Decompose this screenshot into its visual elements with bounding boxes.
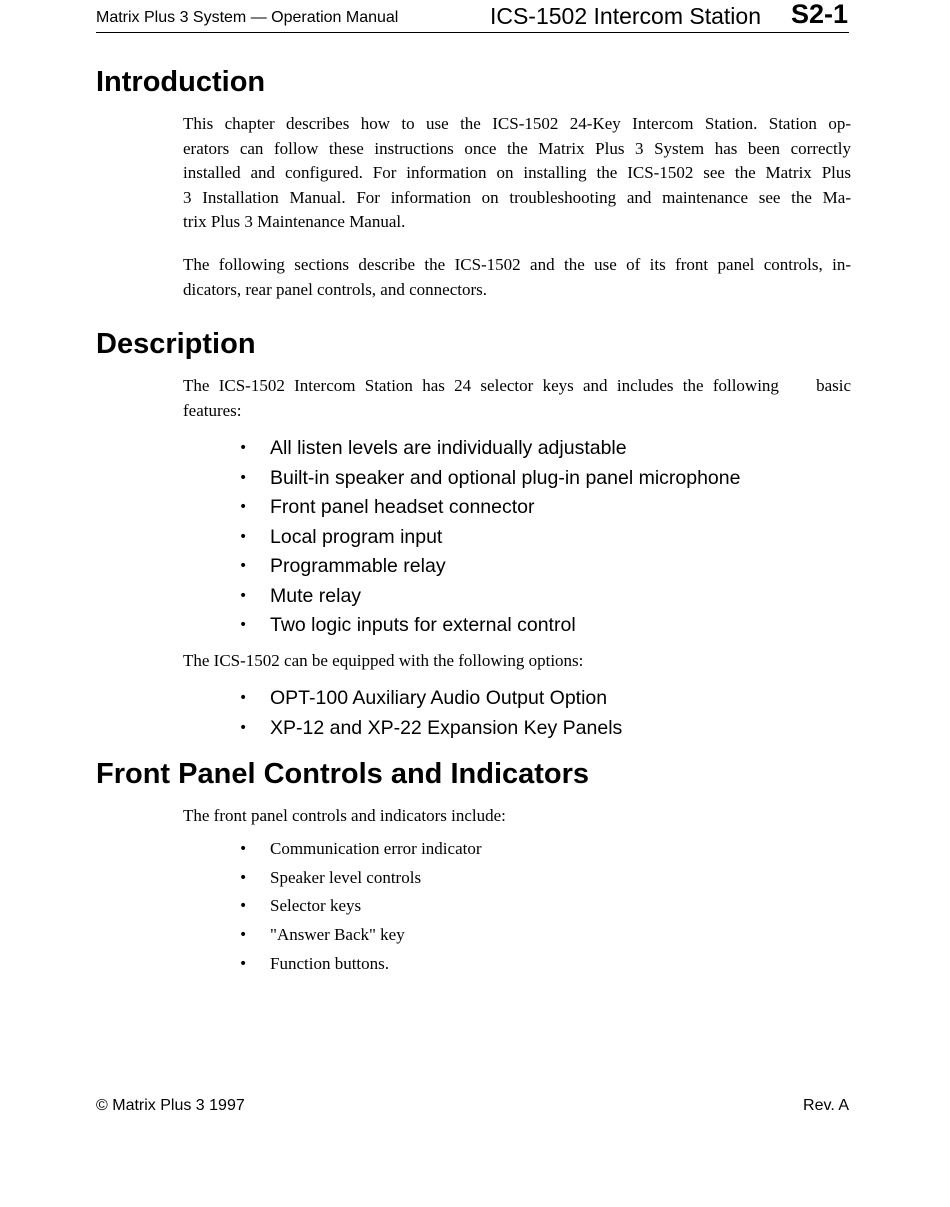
list-item-text: XP-12 and XP-22 Expansion Key Panels: [270, 716, 623, 739]
features-list: [183, 434, 843, 641]
bullet-icon: •: [239, 440, 248, 456]
list-item: [183, 552, 843, 582]
bullet-icon: •: [239, 499, 248, 515]
list-item-text: Selector keys: [270, 896, 362, 916]
manual-title: Matrix Plus 3 System — Operation Manual: [96, 9, 399, 26]
list-item: [183, 892, 843, 921]
paragraph-line: features:: [183, 400, 242, 420]
paragraph-line: The ICS-1502 Intercom Station has 24 selector keys and includes the following basic: [183, 376, 851, 395]
bullet-icon: •: [239, 927, 248, 944]
paragraph-line: The ICS-1502 can be equipped with the following options:: [183, 651, 584, 670]
list-item: [183, 684, 843, 714]
introduction-paragraph-2: [183, 253, 851, 302]
page-header: [96, 0, 849, 33]
list-item-text: Programmable relay: [270, 555, 446, 577]
paragraph-line: The following sections describe the ICS-1502 and the use of its front panel controls, in-: [183, 255, 851, 274]
front-panel-heading: Front Panel Controls and Indicators: [96, 758, 590, 790]
list-item: [183, 835, 843, 864]
bullet-icon: •: [239, 869, 248, 886]
list-item-text: Communication error indicator: [270, 839, 482, 858]
revision-text: Rev. A: [803, 1097, 849, 1114]
bullet-icon: •: [239, 587, 248, 604]
options-list: [183, 684, 843, 743]
bullet-icon: •: [239, 898, 248, 915]
station-title: ICS-1502 Intercom Station: [489, 3, 761, 29]
list-item: [183, 950, 843, 979]
list-item-text: Front panel headset connector: [270, 496, 535, 518]
list-item-text: Function buttons.: [270, 953, 390, 973]
bullet-icon: •: [239, 690, 248, 706]
list-item: [183, 493, 843, 523]
bullet-icon: •: [239, 617, 248, 633]
description-intro: [183, 374, 851, 423]
introduction-heading: Introduction: [96, 66, 266, 98]
bullet-icon: •: [239, 558, 248, 574]
list-item: [183, 921, 843, 950]
front-panel-intro: [183, 804, 851, 829]
paragraph-line: trix Plus 3 Maintenance Manual.: [183, 212, 406, 231]
list-item-text: Speaker level controls: [270, 867, 422, 887]
list-item: [183, 464, 843, 494]
list-item-text: Local program input: [270, 525, 443, 548]
list-item: [183, 582, 843, 612]
introduction-paragraph-1: [183, 112, 851, 235]
list-item-text: "Answer Back" key: [270, 925, 405, 945]
bullet-icon: •: [239, 955, 248, 972]
copyright-text: © Matrix Plus 3 1997: [96, 1097, 245, 1114]
paragraph-line: The front panel controls and indicators include:: [183, 806, 506, 825]
paragraph-line: 3 Installation Manual. For information on troubleshooting and maintenance see the Ma-: [183, 187, 851, 207]
bullet-icon: •: [239, 528, 248, 545]
list-item: [183, 864, 843, 893]
description-heading: Description: [96, 328, 256, 360]
paragraph-line: erators can follow these instructions once the Matrix Plus 3 System has been correctly: [183, 138, 851, 158]
paragraph-line: This chapter describes how to use the ICS-1502 24-Key Intercom Station. Station op-: [183, 114, 851, 133]
front-panel-list: [183, 835, 843, 978]
list-item: [183, 434, 843, 464]
list-item-text: All listen levels are individually adjustable: [270, 437, 627, 459]
paragraph-line: installed and configured. For information on installing the ICS-1502 see the Matrix Plus: [183, 163, 851, 182]
paragraph-line: dicators, rear panel controls, and connectors.: [183, 279, 487, 299]
options-intro: [183, 649, 851, 674]
list-item-text: Mute relay: [270, 584, 362, 607]
list-item: [183, 714, 843, 744]
list-item: [183, 611, 843, 641]
list-item-text: Two logic inputs for external control: [270, 614, 576, 636]
bullet-icon: •: [239, 841, 248, 857]
section-number: S2-1: [790, 0, 848, 29]
list-item-text: Built-in speaker and optional plug-in panel microphone: [270, 466, 741, 489]
list-item: [183, 523, 843, 553]
bullet-icon: •: [239, 719, 248, 736]
list-item-text: OPT-100 Auxiliary Audio Output Option: [270, 687, 608, 709]
bullet-icon: •: [239, 469, 248, 486]
